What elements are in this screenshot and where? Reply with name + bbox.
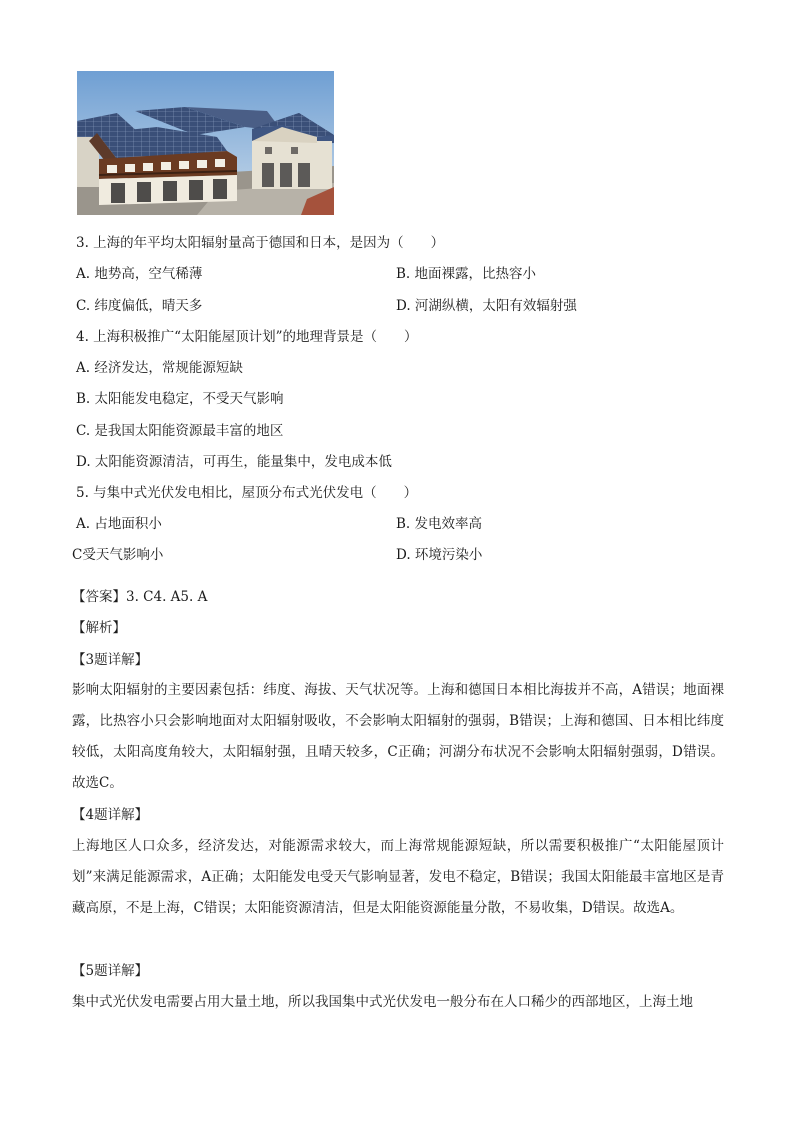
detail-4-text: 上海地区人口众多，经济发达，对能源需求较大，而上海常规能源短缺，所以需要积极推广“太阳能屋顶计划”来满足能源需求，A正确；太阳能发电受天气影响显著，发电不稳定，B错误；我国太阳能最丰富地区是青藏高原，不是上海，C错误；太阳能资源清洁，但是太阳能资源能量分散，不易收集，D错误。故选A。 xyxy=(72,838,724,916)
question-4-option-c: C. 是我国太阳能资源最丰富的地区 xyxy=(76,423,284,439)
question-5-stem: 5. 与集中式光伏发电相比，屋顶分布式光伏发电（ ） xyxy=(76,485,418,501)
question-4-option-a: A. 经济发达，常规能源短缺 xyxy=(76,360,243,376)
question-5-option-b: B. 发电效率高 xyxy=(396,516,483,532)
question-3-option-d: D. 河湖纵横，太阳有效辐射强 xyxy=(396,298,577,314)
question-5-option-c: C受天气影响小 xyxy=(72,547,164,563)
detail-3-label: 【3题详解】 xyxy=(72,652,149,668)
detail-4-label: 【4题详解】 xyxy=(72,807,149,823)
answer-label: 【答案】 xyxy=(72,589,126,605)
solar-roof-photo xyxy=(77,71,334,215)
detail-5-label: 【5题详解】 xyxy=(72,963,149,979)
question-5-option-a: A. 占地面积小 xyxy=(76,516,162,532)
detail-5-text: 集中式光伏发电需要占用大量土地，所以我国集中式光伏发电一般分布在人口稀少的西部地区，上海土地 xyxy=(72,994,693,1010)
analysis-label: 【解析】 xyxy=(72,620,126,636)
question-3-stem: 3. 上海的年平均太阳辐射量高于德国和日本，是因为（ ） xyxy=(76,235,445,251)
question-5-option-d: D. 环境污染小 xyxy=(396,547,483,563)
question-4-stem: 4. 上海积极推广“太阳能屋顶计划”的地理背景是（ ） xyxy=(76,329,418,345)
question-4-option-d: D. 太阳能资源清洁，可再生，能量集中，发电成本低 xyxy=(76,454,392,470)
question-4-option-b: B. 太阳能发电稳定，不受天气影响 xyxy=(76,391,284,407)
detail-3-text: 影响太阳辐射的主要因素包括：纬度、海拔、天气状况等。上海和德国日本相比海拔并不高，A错误；地面裸露，比热容小只会影响地面对太阳辐射吸收，不会影响太阳辐射的强弱，B错误；上海和德国、日本相比纬度较低，太阳高度角较大，太阳辐射强，且晴天较多，C正确；河湖分布状况不会影响太阳辐射强弱，D错误。故选C。 xyxy=(72,682,724,791)
question-3-option-b: B. 地面裸露，比热容小 xyxy=(396,266,537,282)
question-3-option-a: A. 地势高，空气稀薄 xyxy=(76,266,203,282)
solar-roof-illustration xyxy=(77,71,334,215)
answer-line xyxy=(72,588,207,606)
question-3-option-c: C. 纬度偏低，晴天多 xyxy=(76,298,203,314)
answer-text: 3. C4. A5. A xyxy=(126,589,208,605)
